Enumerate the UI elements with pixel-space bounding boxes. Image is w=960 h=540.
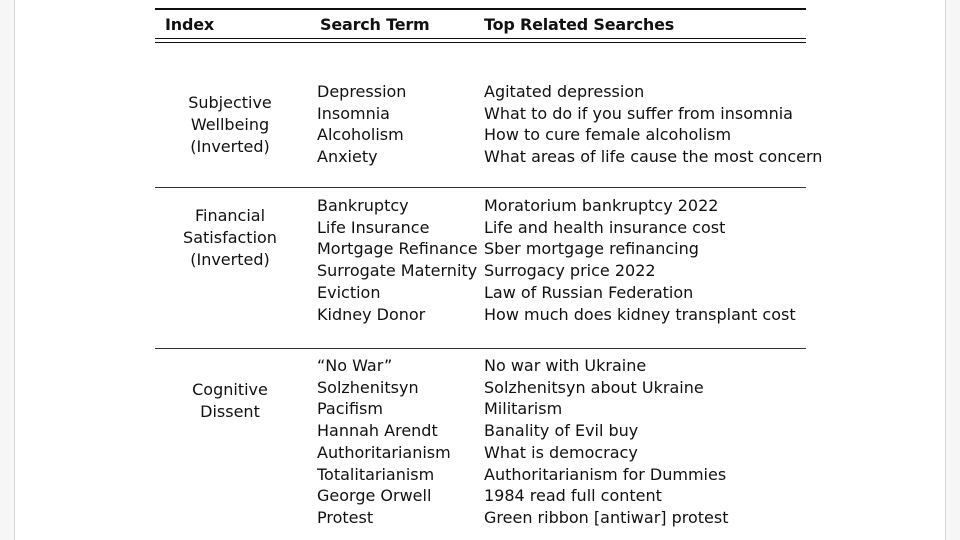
search-term-cell: Life Insurance	[317, 217, 430, 237]
related-search-cell: What areas of life cause the most concern	[484, 147, 823, 167]
group-index-label	[155, 92, 305, 158]
group-index-label	[155, 205, 305, 271]
search-term-cell: Bankruptcy	[317, 196, 409, 215]
search-term-cell: Solzhenitsyn	[317, 377, 419, 397]
header-top-related: Top Related Searches	[484, 15, 675, 34]
related-search-cell: No war with Ukraine	[484, 356, 647, 375]
search-terms-table	[155, 8, 823, 539]
search-term-cell: Alcoholism	[317, 125, 404, 145]
related-search-cell: What to do if you suffer from insomnia	[484, 103, 793, 123]
search-term-column	[317, 355, 451, 529]
search-term-cell: George Orwell	[317, 486, 432, 506]
search-term-cell: Anxiety	[317, 147, 378, 167]
index-line: Subjective	[188, 93, 272, 112]
index-line: Dissent	[200, 402, 260, 421]
related-search-cell: Green ribbon [antiwar] protest	[484, 507, 729, 527]
document-page	[14, 0, 946, 540]
search-term-cell: “No War”	[317, 356, 393, 375]
index-line: (Inverted)	[190, 250, 270, 269]
group-financial-satisfaction	[155, 188, 806, 348]
related-search-cell: How to cure female alcoholism	[484, 125, 732, 145]
related-search-cell: Militarism	[484, 399, 563, 419]
search-term-cell: Hannah Arendt	[317, 421, 438, 441]
search-term-cell: Insomnia	[317, 103, 390, 123]
related-search-cell: Banality of Evil buy	[484, 421, 639, 441]
related-search-cell: Moratorium bankruptcy 2022	[484, 196, 719, 215]
related-search-cell: Agitated depression	[484, 82, 645, 101]
related-search-cell: Sber mortgage refinancing	[484, 239, 699, 259]
related-search-cell: How much does kidney transplant cost	[484, 304, 796, 324]
related-search-cell: Law of Russian Federation	[484, 282, 694, 302]
search-term-cell: Eviction	[317, 282, 381, 302]
related-search-cell: Solzhenitsyn about Ukraine	[484, 377, 704, 397]
index-line: Satisfaction	[183, 228, 277, 247]
search-term-cell: Kidney Donor	[317, 304, 426, 324]
group-cognitive-dissent	[155, 349, 806, 539]
related-search-cell: Life and health insurance cost	[484, 217, 726, 237]
index-line: Financial	[194, 206, 266, 225]
search-term-cell: Surrogate Maternity	[317, 261, 478, 281]
search-term-column	[317, 195, 478, 325]
group-subjective-wellbeing	[155, 43, 823, 187]
related-search-cell: What is democracy	[484, 442, 638, 462]
index-line: Wellbeing	[190, 115, 270, 134]
header-index: Index	[165, 15, 214, 34]
index-line: (Inverted)	[190, 137, 270, 156]
related-search-column	[484, 195, 796, 325]
group-index-label	[155, 379, 305, 423]
table-header	[155, 10, 806, 38]
search-term-cell: Depression	[317, 82, 407, 101]
related-search-cell: Surrogacy price 2022	[484, 261, 656, 281]
related-search-column	[484, 81, 822, 168]
header-search-term: Search Term	[320, 15, 430, 34]
search-term-cell: Authoritarianism	[317, 442, 451, 462]
search-term-cell: Mortgage Refinance	[317, 239, 478, 259]
related-search-cell: 1984 read full content	[484, 486, 662, 506]
search-term-column	[317, 81, 406, 168]
related-search-cell: Authoritarianism for Dummies	[484, 464, 727, 484]
search-term-cell: Totalitarianism	[317, 464, 435, 484]
search-term-cell: Pacifism	[317, 399, 383, 419]
related-search-column	[484, 355, 729, 529]
index-line: Cognitive	[192, 380, 268, 399]
search-term-cell: Protest	[317, 507, 374, 527]
